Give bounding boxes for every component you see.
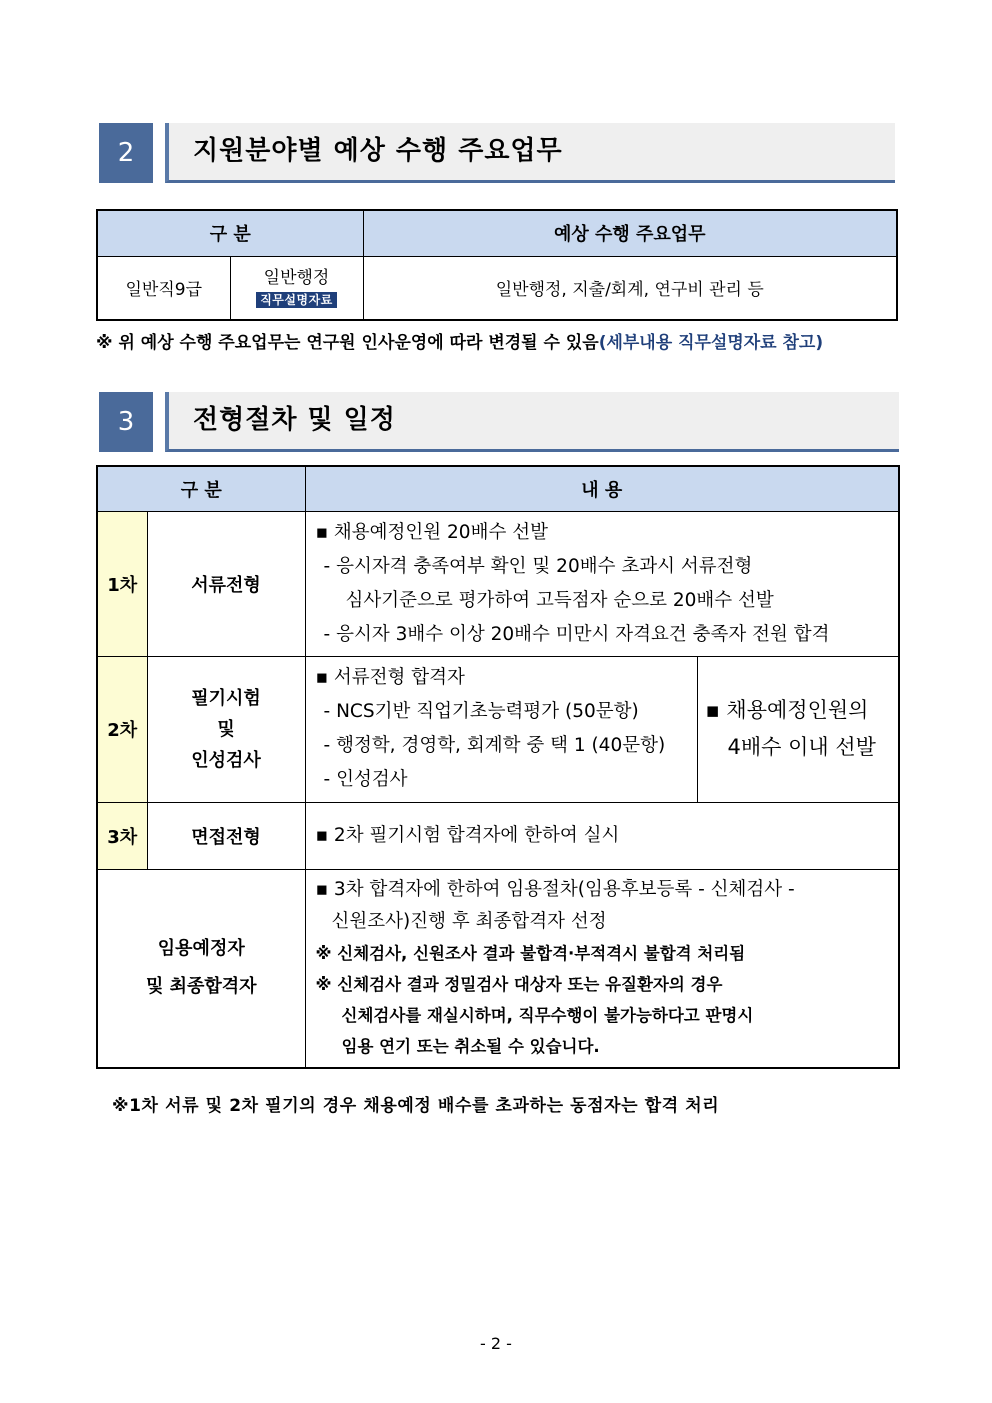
- stage-1-line: 심사기준으로 평가하여 고득점자 순으로 20배수 선발: [345, 589, 774, 611]
- stage-1-line: ▪ 채용예정인원 20배수 선발: [315, 521, 548, 543]
- final-stage-line: ▪ 3차 합격자에 한하여 임용절차(임용후보등록 - 신체검사 -: [315, 879, 795, 901]
- final-stage-name: [97, 869, 305, 1068]
- duties-grade: 일반직9급: [97, 256, 230, 320]
- stage-2-name-line: 인성검사: [191, 749, 261, 771]
- job-description-badge[interactable]: 직무설명자료: [256, 292, 337, 308]
- section-3-title-bar: [165, 392, 899, 452]
- final-stage-note: 신체검사를 재실시하며, 직무수행이 불가능하다고 판명시: [341, 1006, 754, 1026]
- stage-2-line: - 인성검사: [323, 769, 408, 790]
- stage-2-side-note: [697, 656, 899, 802]
- stage-3-line: ▪ 2차 필기시험 합격자에 한하여 실시: [315, 824, 620, 846]
- final-stage-name-line: 및 최종합격자: [145, 976, 257, 998]
- stage-2-name-line: 및: [217, 718, 235, 740]
- section-2-number: 2: [99, 123, 153, 183]
- stage-3-number: 3차: [97, 802, 147, 869]
- final-stage-note: 임용 연기 또는 취소될 수 있습니다.: [341, 1037, 600, 1057]
- duties-note: [96, 328, 823, 353]
- page-number: - 2 -: [480, 1334, 512, 1353]
- final-stage-line: 신원조사)진행 후 최종합격자 선정: [331, 911, 607, 933]
- section-2-header: [99, 123, 895, 183]
- stage-2-line: - NCS기반 직업기초능력평가 (50문항): [323, 701, 639, 722]
- stage-1-line: - 응시자 3배수 이상 20배수 미만시 자격요건 충족자 전원 합격: [323, 623, 830, 645]
- stage-2-name-line: 필기시험: [191, 687, 261, 709]
- stage-2-line: - 행정학, 경영학, 회계학 중 택 1 (40문항): [323, 735, 666, 756]
- stage-3-content: [305, 802, 899, 869]
- stage-1-content: [305, 511, 899, 656]
- duties-note-main: ※ 위 예상 수행 주요업무는 연구원 인사운영에 따라 변경될 수 있음: [96, 333, 599, 353]
- section-2-title: 지원분야별 예상 수행 주요업무: [193, 136, 563, 166]
- procedure-footnote: ※1차 서류 및 2차 필기의 경우 채용예정 배수를 초과하는 동점자는 합격 처리: [112, 1096, 720, 1116]
- duties-field: 일반행정: [263, 268, 330, 289]
- procedure-header-category: 구 분: [97, 466, 305, 511]
- stage-1-line: - 응시자격 충족여부 확인 및 20배수 초과시 서류전형: [323, 555, 753, 577]
- stage-2-number: 2차: [97, 656, 147, 802]
- duties-table: [96, 209, 898, 321]
- final-stage-note: ※ 신체검사, 신원조사 결과 불합격·부적격시 불합격 처리됨: [315, 944, 746, 964]
- final-stage-note: ※ 신체검사 결과 정밀검사 대상자 또는 유질환자의 경우: [315, 975, 723, 995]
- stage-2-line: ▪ 서류전형 합격자: [315, 667, 465, 688]
- stage-2-content: [305, 656, 697, 802]
- stage-2-name: [147, 656, 305, 802]
- section-2-title-bar: [165, 123, 895, 183]
- duties-header-duties: 예상 수행 주요업무: [363, 210, 897, 256]
- stage-2-side-line: ▪ 채용예정인원의: [705, 698, 869, 722]
- stage-1-name: 서류전형: [147, 511, 305, 656]
- stage-3-name: 면접전형: [147, 802, 305, 869]
- stage-2-side-line: 4배수 이내 선발: [727, 735, 876, 759]
- final-stage-name-line: 임용예정자: [157, 938, 245, 960]
- section-3-title: 전형절차 및 일정: [193, 405, 396, 435]
- stage-1-number: 1차: [97, 511, 147, 656]
- procedure-header-content: 내 용: [305, 466, 899, 511]
- duties-description: 일반행정, 지출/회계, 연구비 관리 등: [363, 256, 897, 320]
- duties-note-highlight: (세부내용 직무설명자료 참고): [598, 333, 824, 353]
- section-3-header: [99, 392, 899, 452]
- duties-field-cell: [230, 256, 363, 320]
- duties-header-category: 구 분: [97, 210, 363, 256]
- procedure-table: [96, 465, 900, 1069]
- section-3-number: 3: [99, 392, 153, 452]
- final-stage-content: [305, 869, 899, 1068]
